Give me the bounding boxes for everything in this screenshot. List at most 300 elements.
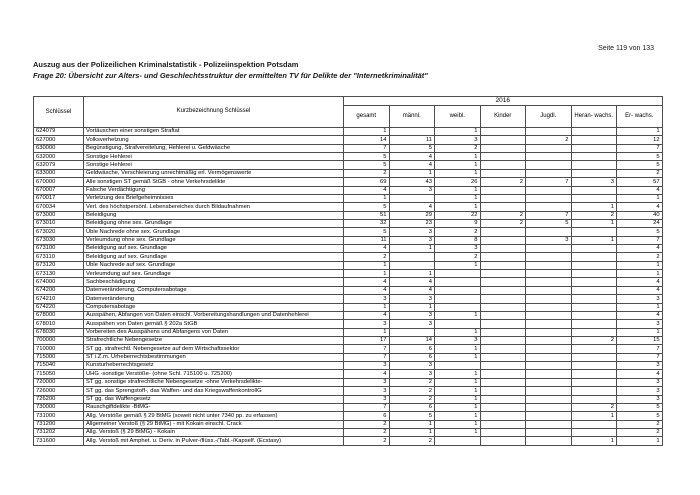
- table-row: [34, 328, 663, 336]
- row-value-kinder: [480, 203, 526, 211]
- row-value-erwachs: 57: [617, 178, 663, 186]
- row-key-cell: 633000: [34, 169, 84, 177]
- row-label-cell: Allg. Verstoß (§ 29 BtMG) - Kokain: [84, 428, 344, 436]
- row-value-gesamt: 7: [344, 345, 390, 353]
- row-value-kinder: [480, 328, 526, 336]
- row-value-erwachs: 3: [617, 362, 663, 370]
- row-key-cell: 678010: [34, 320, 84, 328]
- row-label-cell: Vorbereiten des Ausspähens und Abfangens von Daten: [84, 328, 344, 336]
- row-key-cell: 678000: [34, 311, 84, 319]
- row-value-jugdl: 5: [526, 219, 572, 227]
- row-value-maennl: 43: [389, 178, 435, 186]
- row-value-kinder: [480, 320, 526, 328]
- row-value-jugdl: [526, 412, 572, 420]
- row-value-kinder: [480, 270, 526, 278]
- crime-statistics-table: [33, 96, 663, 446]
- table-row: [34, 278, 663, 286]
- table-row: [34, 336, 663, 344]
- row-value-maennl: [389, 128, 435, 136]
- row-key-cell: 726200: [34, 395, 84, 403]
- row-value-erwachs: 12: [617, 136, 663, 144]
- row-value-gesamt: 2: [344, 169, 390, 177]
- column-header-gesamt: gesamt: [344, 106, 390, 128]
- row-value-heranwachs: [571, 186, 617, 194]
- table-row: [34, 219, 663, 227]
- row-value-kinder: [480, 353, 526, 361]
- row-value-weibl: [435, 270, 481, 278]
- row-value-maennl: 3: [389, 236, 435, 244]
- row-value-weibl: 3: [435, 245, 481, 253]
- row-key-cell: 715040: [34, 362, 84, 370]
- row-value-gesamt: 5: [344, 228, 390, 236]
- row-value-gesamt: 2: [344, 428, 390, 436]
- row-value-jugdl: [526, 128, 572, 136]
- row-label-cell: Begünstigung, Strafvereitelung, Hehlerei u. Geldwäsche: [84, 144, 344, 152]
- column-header-weibl: weibl.: [435, 106, 481, 128]
- table-row: [34, 203, 663, 211]
- row-value-gesamt: 1: [344, 194, 390, 202]
- row-value-gesamt: 4: [344, 286, 390, 294]
- row-value-heranwachs: [571, 420, 617, 428]
- row-value-heranwachs: [571, 270, 617, 278]
- row-label-cell: Üble Nachrede auf sex. Grundlage: [84, 261, 344, 269]
- row-value-heranwachs: 2: [571, 403, 617, 411]
- row-label-cell: Beleidigung auf sex. Grundlage: [84, 245, 344, 253]
- row-value-jugdl: [526, 362, 572, 370]
- row-value-gesamt: 4: [344, 311, 390, 319]
- row-value-maennl: 14: [389, 336, 435, 344]
- row-key-cell: 673010: [34, 219, 84, 227]
- row-label-cell: Verl. des höchstpersönl. Lebensbereiches durch Bildaufnahmen: [84, 203, 344, 211]
- row-key-cell: 673020: [34, 228, 84, 236]
- row-value-heranwachs: [571, 428, 617, 436]
- column-header-schluessel: Schlüssel: [34, 97, 84, 128]
- row-value-jugdl: 3: [526, 236, 572, 244]
- column-header-maennl: männl.: [389, 106, 435, 128]
- row-value-jugdl: [526, 270, 572, 278]
- row-label-cell: Sonstige Hehlerei: [84, 161, 344, 169]
- table-row: [34, 178, 663, 186]
- row-value-heranwachs: [571, 345, 617, 353]
- row-value-maennl: 4: [389, 161, 435, 169]
- row-value-gesamt: 4: [344, 245, 390, 253]
- row-value-kinder: [480, 311, 526, 319]
- row-value-erwachs: 3: [617, 387, 663, 395]
- row-key-cell: 670034: [34, 203, 84, 211]
- row-value-maennl: 4: [389, 278, 435, 286]
- row-value-gesamt: 3: [344, 387, 390, 395]
- table-row: [34, 253, 663, 261]
- row-value-heranwachs: 1: [571, 236, 617, 244]
- row-value-kinder: 2: [480, 178, 526, 186]
- table-row: [34, 186, 663, 194]
- row-value-gesamt: 3: [344, 295, 390, 303]
- row-value-gesamt: 11: [344, 236, 390, 244]
- row-value-gesamt: 3: [344, 378, 390, 386]
- table-row: [34, 320, 663, 328]
- row-value-erwachs: 2: [617, 253, 663, 261]
- row-value-kinder: [480, 169, 526, 177]
- row-value-jugdl: [526, 345, 572, 353]
- row-value-weibl: [435, 286, 481, 294]
- row-value-erwachs: 3: [617, 320, 663, 328]
- row-value-maennl: [389, 253, 435, 261]
- row-value-kinder: [480, 412, 526, 420]
- row-key-cell: 673120: [34, 261, 84, 269]
- row-value-jugdl: [526, 203, 572, 211]
- row-value-heranwachs: [571, 378, 617, 386]
- table-row: [34, 353, 663, 361]
- row-value-maennl: 3: [389, 228, 435, 236]
- row-value-kinder: [480, 245, 526, 253]
- row-value-jugdl: [526, 328, 572, 336]
- row-key-cell: 674200: [34, 286, 84, 294]
- table-row: [34, 270, 663, 278]
- row-key-cell: 670000: [34, 178, 84, 186]
- row-key-cell: 731000: [34, 412, 84, 420]
- row-value-gesamt: 14: [344, 136, 390, 144]
- row-value-heranwachs: [571, 370, 617, 378]
- page-indicator: Seite 119 von 133: [598, 45, 654, 52]
- row-key-cell: 731200: [34, 420, 84, 428]
- row-value-gesamt: 17: [344, 336, 390, 344]
- table-row: [34, 395, 663, 403]
- row-key-cell: 715050: [34, 370, 84, 378]
- row-value-jugdl: [526, 311, 572, 319]
- row-value-erwachs: 7: [617, 345, 663, 353]
- row-value-jugdl: [526, 353, 572, 361]
- row-value-gesamt: 3: [344, 362, 390, 370]
- row-value-jugdl: [526, 378, 572, 386]
- row-key-cell: 673030: [34, 236, 84, 244]
- row-label-cell: Beleidigung auf sex. Grundlage: [84, 253, 344, 261]
- row-key-cell: 731600: [34, 437, 84, 445]
- row-value-weibl: 3: [435, 136, 481, 144]
- row-value-gesamt: 5: [344, 161, 390, 169]
- row-label-cell: UHG -sonstige Verstöße- (ohne Schl. 715100 u. 725200): [84, 370, 344, 378]
- table-row: [34, 311, 663, 319]
- table-row: [34, 387, 663, 395]
- row-value-gesamt: 7: [344, 403, 390, 411]
- row-value-erwachs: 4: [617, 245, 663, 253]
- table-row: [34, 228, 663, 236]
- row-value-heranwachs: [571, 328, 617, 336]
- row-value-maennl: 3: [389, 320, 435, 328]
- row-value-heranwachs: [571, 169, 617, 177]
- row-value-weibl: [435, 278, 481, 286]
- row-key-cell: 673100: [34, 245, 84, 253]
- row-value-gesamt: 4: [344, 370, 390, 378]
- row-value-kinder: [480, 362, 526, 370]
- row-value-kinder: [480, 128, 526, 136]
- row-value-gesamt: 6: [344, 412, 390, 420]
- row-value-gesamt: 7: [344, 353, 390, 361]
- table-row: [34, 144, 663, 152]
- row-value-maennl: 5: [389, 412, 435, 420]
- row-value-heranwachs: [571, 320, 617, 328]
- row-value-erwachs: 3: [617, 295, 663, 303]
- row-value-jugdl: [526, 336, 572, 344]
- row-value-erwachs: 7: [617, 144, 663, 152]
- row-value-erwachs: 4: [617, 286, 663, 294]
- row-value-erwachs: 4: [617, 311, 663, 319]
- row-value-erwachs: 40: [617, 211, 663, 219]
- table-row: [34, 245, 663, 253]
- row-value-jugdl: [526, 286, 572, 294]
- row-value-jugdl: [526, 420, 572, 428]
- row-key-cell: 673110: [34, 253, 84, 261]
- row-value-kinder: [480, 286, 526, 294]
- row-value-kinder: [480, 186, 526, 194]
- row-value-weibl: 8: [435, 236, 481, 244]
- column-header-heranwachs: Heran- wachs.: [571, 106, 617, 128]
- row-value-erwachs: 3: [617, 378, 663, 386]
- row-value-heranwachs: [571, 387, 617, 395]
- row-value-maennl: 2: [389, 437, 435, 445]
- row-value-weibl: 1: [435, 186, 481, 194]
- row-value-maennl: 4: [389, 286, 435, 294]
- row-value-heranwachs: [571, 153, 617, 161]
- row-value-heranwachs: [571, 353, 617, 361]
- row-value-jugdl: [526, 278, 572, 286]
- row-value-gesamt: 2: [344, 420, 390, 428]
- row-value-erwachs: 4: [617, 370, 663, 378]
- row-value-jugdl: [526, 169, 572, 177]
- row-value-weibl: 1: [435, 128, 481, 136]
- row-value-weibl: [435, 295, 481, 303]
- row-value-jugdl: [526, 144, 572, 152]
- row-value-erwachs: 1: [617, 128, 663, 136]
- row-label-cell: Allgemeiner Verstoß (§ 29 BtMG) - mit Kokain einschl. Crack: [84, 420, 344, 428]
- row-value-heranwachs: [571, 362, 617, 370]
- row-value-weibl: 1: [435, 370, 481, 378]
- row-value-maennl: 1: [389, 420, 435, 428]
- row-value-heranwachs: [571, 303, 617, 311]
- row-value-heranwachs: 1: [571, 203, 617, 211]
- row-value-heranwachs: [571, 261, 617, 269]
- row-value-kinder: [480, 153, 526, 161]
- row-value-weibl: 1: [435, 353, 481, 361]
- row-value-heranwachs: [571, 395, 617, 403]
- row-label-cell: Sonstige Hehlerei: [84, 153, 344, 161]
- row-value-maennl: 2: [389, 387, 435, 395]
- table-row: [34, 303, 663, 311]
- row-value-weibl: 1: [435, 203, 481, 211]
- row-key-cell: 731202: [34, 428, 84, 436]
- row-value-weibl: 1: [435, 328, 481, 336]
- row-label-cell: ST i.Z.m. Urheberrechtsbestimmungen: [84, 353, 344, 361]
- row-key-cell: 710000: [34, 345, 84, 353]
- row-label-cell: Volksverhetzung: [84, 136, 344, 144]
- document-subtitle: Frage 20: Übersicht zur Alters- und Geschlechtsstruktur der ermittelten TV für Delikte der "Internetkriminalität": [33, 71, 428, 80]
- row-label-cell: Computersabotage: [84, 303, 344, 311]
- row-value-heranwachs: [571, 278, 617, 286]
- row-value-gesamt: 2: [344, 253, 390, 261]
- row-value-erwachs: 3: [617, 395, 663, 403]
- row-value-jugdl: [526, 320, 572, 328]
- row-value-heranwachs: 3: [571, 178, 617, 186]
- table-row: [34, 370, 663, 378]
- row-value-heranwachs: [571, 136, 617, 144]
- row-label-cell: Strafrechtliche Nebengesetze: [84, 336, 344, 344]
- row-key-cell: 674000: [34, 278, 84, 286]
- row-value-maennl: 5: [389, 144, 435, 152]
- row-value-jugdl: [526, 228, 572, 236]
- table-row: [34, 378, 663, 386]
- row-value-weibl: 1: [435, 378, 481, 386]
- row-value-gesamt: 1: [344, 270, 390, 278]
- row-value-erwachs: 2: [617, 420, 663, 428]
- table-row: [34, 194, 663, 202]
- row-value-maennl: 3: [389, 186, 435, 194]
- row-value-weibl: 1: [435, 403, 481, 411]
- row-label-cell: Geldwäsche, Verschleierung unrechtmäßig erl. Vermögenswerte: [84, 169, 344, 177]
- row-value-maennl: 6: [389, 345, 435, 353]
- row-value-gesamt: 4: [344, 278, 390, 286]
- row-value-heranwachs: [571, 286, 617, 294]
- row-value-gesamt: 3: [344, 395, 390, 403]
- row-value-weibl: 22: [435, 211, 481, 219]
- row-value-erwachs: 1: [617, 194, 663, 202]
- row-value-erwachs: 7: [617, 353, 663, 361]
- row-value-kinder: [480, 228, 526, 236]
- row-value-gesamt: 7: [344, 144, 390, 152]
- row-value-erwachs: 4: [617, 203, 663, 211]
- row-label-cell: Allg. Verstoß mit Amphet. u. Deriv. in Pulver-/flüss.-/Tabl.-/Kapself. (Ecstasy): [84, 437, 344, 445]
- table-row: [34, 437, 663, 445]
- table-row: [34, 420, 663, 428]
- row-value-heranwachs: [571, 228, 617, 236]
- row-value-kinder: [480, 378, 526, 386]
- row-key-cell: 726000: [34, 387, 84, 395]
- row-label-cell: Verleumdung ohne sex. Grundlage: [84, 236, 344, 244]
- row-value-maennl: 2: [389, 395, 435, 403]
- column-header-kinder: Kinder: [480, 106, 526, 128]
- row-value-heranwachs: [571, 128, 617, 136]
- row-value-gesamt: 69: [344, 178, 390, 186]
- row-value-weibl: 9: [435, 219, 481, 227]
- row-value-kinder: [480, 236, 526, 244]
- row-key-cell: 715000: [34, 353, 84, 361]
- row-value-kinder: [480, 136, 526, 144]
- row-value-maennl: 1: [389, 303, 435, 311]
- row-value-maennl: 1: [389, 428, 435, 436]
- row-value-jugdl: 7: [526, 211, 572, 219]
- row-value-kinder: [480, 144, 526, 152]
- row-value-gesamt: 2: [344, 437, 390, 445]
- row-value-erwachs: 1: [617, 303, 663, 311]
- row-value-maennl: 11: [389, 136, 435, 144]
- row-value-heranwachs: 1: [571, 412, 617, 420]
- row-value-maennl: [389, 261, 435, 269]
- row-value-maennl: [389, 194, 435, 202]
- row-key-cell: 670007: [34, 186, 84, 194]
- row-value-heranwachs: [571, 253, 617, 261]
- row-value-erwachs: 1: [617, 437, 663, 445]
- row-value-heranwachs: 1: [571, 219, 617, 227]
- row-value-erwachs: 1: [617, 270, 663, 278]
- row-label-cell: Alle sonstigen ST gemäß StGB - ohne Verkehrsdelikte: [84, 178, 344, 186]
- row-key-cell: 674220: [34, 303, 84, 311]
- row-label-cell: Ausspähen von Daten gemäß § 202a StGB: [84, 320, 344, 328]
- row-value-kinder: [480, 303, 526, 311]
- row-value-gesamt: 4: [344, 186, 390, 194]
- row-value-erwachs: 4: [617, 186, 663, 194]
- row-value-weibl: 1: [435, 169, 481, 177]
- row-value-kinder: [480, 420, 526, 428]
- document-title: Auszug aus der Polizeilichen Kriminalstatistik - Polizeiinspektion Potsdam: [33, 60, 299, 69]
- row-value-jugdl: 7: [526, 178, 572, 186]
- row-value-maennl: 3: [389, 311, 435, 319]
- row-value-kinder: [480, 253, 526, 261]
- row-value-maennl: 2: [389, 378, 435, 386]
- row-label-cell: Rauschgiftdelikte -BtMG-: [84, 403, 344, 411]
- row-value-kinder: [480, 261, 526, 269]
- row-value-weibl: 26: [435, 178, 481, 186]
- row-value-heranwachs: [571, 144, 617, 152]
- row-value-jugdl: [526, 437, 572, 445]
- table-row: [34, 261, 663, 269]
- row-value-kinder: [480, 428, 526, 436]
- row-value-weibl: [435, 320, 481, 328]
- header-row-year: [34, 97, 663, 106]
- row-value-maennl: 6: [389, 353, 435, 361]
- row-value-erwachs: 2: [617, 428, 663, 436]
- column-header-kurzbezeichnung: Kurzbezeichnung Schlüssel: [84, 97, 344, 128]
- row-value-jugdl: 2: [526, 136, 572, 144]
- row-value-weibl: 3: [435, 336, 481, 344]
- table-row: [34, 286, 663, 294]
- row-value-kinder: [480, 437, 526, 445]
- row-value-gesamt: 5: [344, 203, 390, 211]
- row-label-cell: ST gg. strafrechtl. Nebengesetze auf dem Wirtschaftssektor: [84, 345, 344, 353]
- row-value-gesamt: 3: [344, 320, 390, 328]
- row-label-cell: Beleidigung ohne sex. Grundlage: [84, 219, 344, 227]
- row-value-maennl: 1: [389, 270, 435, 278]
- row-value-kinder: 2: [480, 211, 526, 219]
- row-value-kinder: [480, 336, 526, 344]
- row-label-cell: Sachbeschädigung: [84, 278, 344, 286]
- row-value-erwachs: 1: [617, 328, 663, 336]
- row-label-cell: Allg. Verstöße gemäß § 29 BtMG (soweit nicht unter 7340 pp. zu erfassen): [84, 412, 344, 420]
- row-value-erwachs: 5: [617, 412, 663, 420]
- row-value-heranwachs: 2: [571, 336, 617, 344]
- row-value-heranwachs: 1: [571, 437, 617, 445]
- row-value-heranwachs: [571, 311, 617, 319]
- row-value-jugdl: [526, 387, 572, 395]
- row-key-cell: 632000: [34, 153, 84, 161]
- row-value-weibl: 1: [435, 395, 481, 403]
- row-value-heranwachs: [571, 161, 617, 169]
- row-label-cell: Falsche Verdächtigung: [84, 186, 344, 194]
- row-value-erwachs: 7: [617, 236, 663, 244]
- row-value-weibl: [435, 437, 481, 445]
- row-label-cell: Datenveränderung: [84, 295, 344, 303]
- row-value-weibl: 2: [435, 228, 481, 236]
- row-value-maennl: 3: [389, 362, 435, 370]
- row-value-jugdl: [526, 428, 572, 436]
- row-value-maennl: 29: [389, 211, 435, 219]
- row-value-gesamt: 1: [344, 303, 390, 311]
- column-header-year: 2016: [344, 97, 663, 106]
- row-key-cell: 673130: [34, 270, 84, 278]
- row-value-erwachs: 1: [617, 261, 663, 269]
- row-value-jugdl: [526, 370, 572, 378]
- table-row: [34, 136, 663, 144]
- row-value-weibl: 2: [435, 253, 481, 261]
- row-value-heranwachs: [571, 245, 617, 253]
- row-value-kinder: [480, 403, 526, 411]
